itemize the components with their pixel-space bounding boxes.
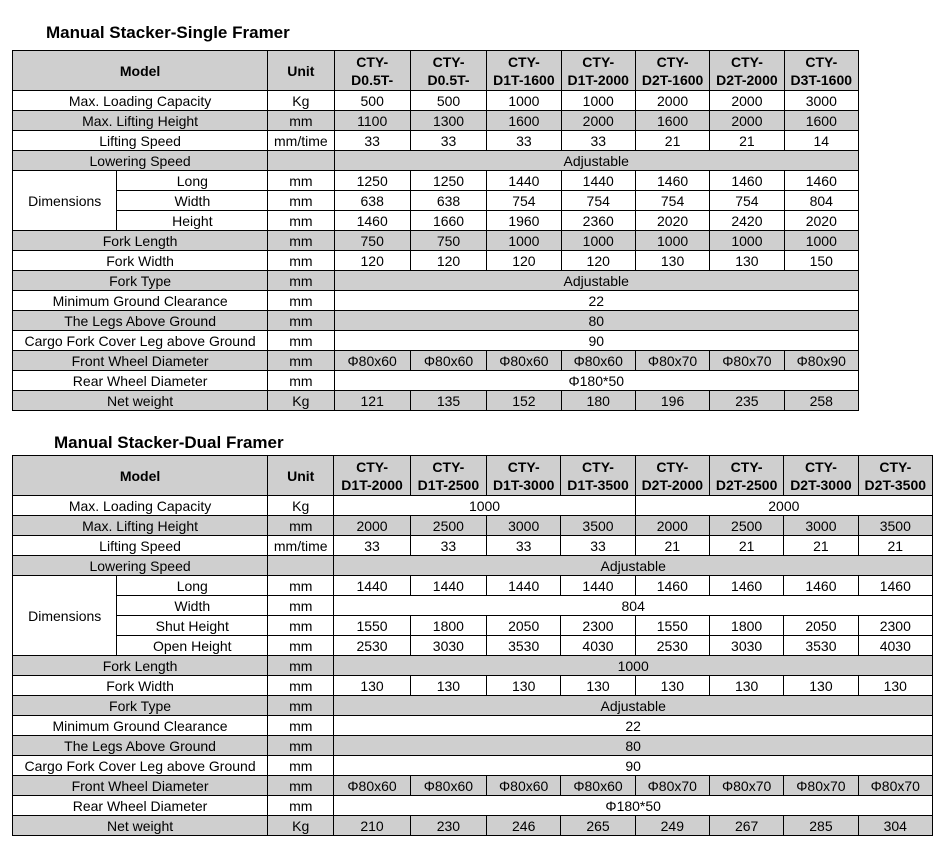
spec-value: Φ80x70 xyxy=(784,776,858,796)
spec-label: Fork Length xyxy=(13,231,268,251)
spec-value: 285 xyxy=(784,816,858,836)
spec-value: 21 xyxy=(784,536,858,556)
spec-label: Minimum Ground Clearance xyxy=(13,291,268,311)
dual-framer-spec-table xyxy=(12,455,933,836)
spec-row xyxy=(13,91,859,111)
spec-value: Φ180*50 xyxy=(334,371,859,391)
spec-value: 750 xyxy=(334,231,410,251)
spec-value: 1800 xyxy=(410,616,486,636)
spec-value: 1600 xyxy=(784,111,858,131)
model-name: CTY- D1T-2000 xyxy=(334,456,410,496)
spec-value: 21 xyxy=(858,536,932,556)
spec-unit: mm xyxy=(268,191,334,211)
spec-value: 1100 xyxy=(334,111,410,131)
spec-value: 130 xyxy=(710,251,784,271)
spec-value: 1460 xyxy=(334,211,410,231)
spec-unit: mm/time xyxy=(268,536,334,556)
spec-label: Net weight xyxy=(13,391,268,411)
spec-value: 2300 xyxy=(858,616,932,636)
spec-value: Adjustable xyxy=(334,556,933,576)
spec-row xyxy=(13,271,859,291)
spec-value: 638 xyxy=(410,191,486,211)
spec-label: Lifting Speed xyxy=(13,536,268,556)
spec-value: 22 xyxy=(334,716,933,736)
spec-unit: mm xyxy=(268,516,334,536)
spec-unit: mm xyxy=(268,616,334,636)
spec-label: Lowering Speed xyxy=(13,556,268,576)
spec-value: 90 xyxy=(334,756,933,776)
spec-row xyxy=(13,636,933,656)
spec-value: 90 xyxy=(334,331,859,351)
single-framer-title: Manual Stacker-Single Framer xyxy=(46,23,290,42)
spec-label: Max. Lifting Height xyxy=(13,111,268,131)
spec-unit xyxy=(268,151,334,171)
spec-value: 130 xyxy=(635,676,709,696)
model-name: CTY- D2T-2000 xyxy=(635,456,709,496)
spec-value: 2360 xyxy=(561,211,635,231)
model-name: CTY- D2T-2500 xyxy=(709,456,783,496)
spec-label: Max. Loading Capacity xyxy=(13,91,268,111)
spec-row xyxy=(13,111,859,131)
spec-row xyxy=(13,516,933,536)
spec-value: 130 xyxy=(561,676,635,696)
unit-header: Unit xyxy=(268,456,334,496)
spec-row xyxy=(13,796,933,816)
spec-value: 130 xyxy=(784,676,858,696)
spec-row xyxy=(13,331,859,351)
spec-value: 2530 xyxy=(334,636,410,656)
spec-value: Adjustable xyxy=(334,696,933,716)
spec-row xyxy=(13,536,933,556)
spec-unit: mm xyxy=(268,251,334,271)
spec-value: 235 xyxy=(710,391,784,411)
spec-label: Front Wheel Diameter xyxy=(13,776,268,796)
spec-value: 80 xyxy=(334,736,933,756)
spec-row xyxy=(13,371,859,391)
spec-unit: mm xyxy=(268,796,334,816)
spec-value: 210 xyxy=(334,816,410,836)
spec-value: 1550 xyxy=(334,616,410,636)
spec-value: 1440 xyxy=(561,171,635,191)
spec-value: 1000 xyxy=(635,231,709,251)
spec-value: 1000 xyxy=(784,231,858,251)
spec-value: 750 xyxy=(410,231,486,251)
single-framer-spec-table xyxy=(12,50,859,411)
spec-value: 1550 xyxy=(635,616,709,636)
spec-unit: mm xyxy=(268,111,334,131)
model-name: CTY- D2T-3000 xyxy=(784,456,858,496)
model-name: CTY- D1T-2000 xyxy=(561,51,635,91)
spec-unit: mm xyxy=(268,371,334,391)
spec-label: Minimum Ground Clearance xyxy=(13,716,268,736)
spec-value: 33 xyxy=(487,131,561,151)
spec-value: 1460 xyxy=(710,171,784,191)
dimensions-label: Dimensions xyxy=(13,576,117,656)
spec-value: 2530 xyxy=(635,636,709,656)
spec-value: 304 xyxy=(858,816,932,836)
spec-value: Φ80x60 xyxy=(487,776,561,796)
spec-value: Φ80x90 xyxy=(784,351,858,371)
spec-value: 2420 xyxy=(710,211,784,231)
spec-unit: mm xyxy=(268,311,334,331)
spec-value: 1000 xyxy=(487,231,561,251)
spec-value: 1000 xyxy=(334,656,933,676)
spec-unit xyxy=(268,556,334,576)
spec-unit: mm xyxy=(268,211,334,231)
spec-unit: mm xyxy=(268,576,334,596)
spec-row xyxy=(13,191,859,211)
spec-row xyxy=(13,171,859,191)
spec-value: 754 xyxy=(635,191,709,211)
spec-row xyxy=(13,596,933,616)
spec-value: 3030 xyxy=(709,636,783,656)
spec-value: 267 xyxy=(709,816,783,836)
spec-label: Lifting Speed xyxy=(13,131,268,151)
spec-value: 2000 xyxy=(710,111,784,131)
model-name: CTY- D2T-2000 xyxy=(710,51,784,91)
dimension-label: Width xyxy=(117,596,268,616)
spec-value: 1440 xyxy=(410,576,486,596)
spec-value: 152 xyxy=(487,391,561,411)
dimensions-label: Dimensions xyxy=(13,171,117,231)
spec-row xyxy=(13,716,933,736)
spec-value: 638 xyxy=(334,191,410,211)
model-name: CTY- D1T-3000 xyxy=(487,456,561,496)
spec-value: 33 xyxy=(561,536,635,556)
spec-row xyxy=(13,576,933,596)
model-name: CTY- D2T-1600 xyxy=(635,51,709,91)
spec-value: 1300 xyxy=(410,111,486,131)
spec-value: 3530 xyxy=(784,636,858,656)
spec-row xyxy=(13,131,859,151)
spec-unit: Kg xyxy=(268,816,334,836)
spec-value: Adjustable xyxy=(334,151,859,171)
spec-value: 120 xyxy=(334,251,410,271)
spec-value: 1000 xyxy=(710,231,784,251)
spec-value: 1000 xyxy=(561,231,635,251)
spec-value: 120 xyxy=(561,251,635,271)
spec-value: 33 xyxy=(561,131,635,151)
spec-value: 180 xyxy=(561,391,635,411)
spec-unit: mm xyxy=(268,636,334,656)
spec-value: 130 xyxy=(410,676,486,696)
model-name: CTY- D1T-2500 xyxy=(410,456,486,496)
spec-value: 121 xyxy=(334,391,410,411)
spec-value: Φ80x70 xyxy=(635,351,709,371)
spec-unit: mm xyxy=(268,291,334,311)
spec-value: 22 xyxy=(334,291,859,311)
spec-unit: mm xyxy=(268,596,334,616)
spec-value: 265 xyxy=(561,816,635,836)
spec-row xyxy=(13,756,933,776)
spec-value: 246 xyxy=(487,816,561,836)
spec-value: Φ180*50 xyxy=(334,796,933,816)
spec-value: 130 xyxy=(487,676,561,696)
spec-value: 196 xyxy=(635,391,709,411)
spec-value: Adjustable xyxy=(334,271,859,291)
spec-value: 1460 xyxy=(635,171,709,191)
spec-value: 130 xyxy=(635,251,709,271)
spec-value: 1460 xyxy=(784,171,858,191)
spec-value: 804 xyxy=(334,596,933,616)
spec-row xyxy=(13,291,859,311)
spec-label: Cargo Fork Cover Leg above Ground xyxy=(13,331,268,351)
spec-value: 130 xyxy=(709,676,783,696)
spec-value: 1250 xyxy=(334,171,410,191)
spec-label: The Legs Above Ground xyxy=(13,736,268,756)
header-row xyxy=(13,456,933,496)
header-row xyxy=(13,51,859,91)
spec-value: 135 xyxy=(410,391,486,411)
spec-value: Φ80x60 xyxy=(487,351,561,371)
spec-value: 130 xyxy=(334,676,410,696)
spec-label: Fork Type xyxy=(13,271,268,291)
model-name: CTY- D1T-1600 xyxy=(487,51,561,91)
spec-unit: Kg xyxy=(268,91,334,111)
spec-value: 3530 xyxy=(487,636,561,656)
spec-value: 2000 xyxy=(334,516,410,536)
spec-label: Net weight xyxy=(13,816,268,836)
spec-value: 1440 xyxy=(487,171,561,191)
spec-row xyxy=(13,816,933,836)
spec-value: Φ80x60 xyxy=(410,776,486,796)
spec-unit: mm xyxy=(268,676,334,696)
spec-value: 1000 xyxy=(334,496,635,516)
spec-label: Fork Width xyxy=(13,251,268,271)
dimension-label: Height xyxy=(117,211,268,231)
spec-value: Φ80x60 xyxy=(334,351,410,371)
spec-row xyxy=(13,151,859,171)
spec-value: 2000 xyxy=(635,516,709,536)
spec-label: Rear Wheel Diameter xyxy=(13,371,268,391)
spec-value: 1440 xyxy=(487,576,561,596)
unit-header: Unit xyxy=(268,51,334,91)
spec-row xyxy=(13,251,859,271)
spec-value: 21 xyxy=(709,536,783,556)
spec-value: 33 xyxy=(487,536,561,556)
spec-value: 1460 xyxy=(784,576,858,596)
spec-label: Fork Type xyxy=(13,696,268,716)
spec-value: 3030 xyxy=(410,636,486,656)
spec-value: 2000 xyxy=(635,91,709,111)
spec-row xyxy=(13,696,933,716)
spec-unit: mm xyxy=(268,351,334,371)
spec-value: 2000 xyxy=(710,91,784,111)
spec-value: 1460 xyxy=(709,576,783,596)
spec-value: 2300 xyxy=(561,616,635,636)
dual-framer-title: Manual Stacker-Dual Framer xyxy=(54,433,284,452)
spec-unit: mm/time xyxy=(268,131,334,151)
model-header: Model xyxy=(13,456,268,496)
spec-value: Φ80x70 xyxy=(635,776,709,796)
spec-row xyxy=(13,736,933,756)
spec-row xyxy=(13,556,933,576)
spec-value: 1600 xyxy=(487,111,561,131)
spec-row xyxy=(13,231,859,251)
dimension-label: Width xyxy=(117,191,268,211)
model-name: CTY- D0.5T- xyxy=(410,51,486,91)
spec-value: Φ80x70 xyxy=(858,776,932,796)
spec-value: 2020 xyxy=(784,211,858,231)
spec-value: 3500 xyxy=(561,516,635,536)
spec-value: 1600 xyxy=(635,111,709,131)
spec-row xyxy=(13,211,859,231)
spec-value: 1250 xyxy=(410,171,486,191)
spec-value: 21 xyxy=(635,131,709,151)
spec-value: 33 xyxy=(410,131,486,151)
spec-value: 1440 xyxy=(334,576,410,596)
dimension-label: Shut Height xyxy=(117,616,268,636)
spec-unit: mm xyxy=(268,656,334,676)
spec-unit: mm xyxy=(268,716,334,736)
spec-row xyxy=(13,776,933,796)
spec-value: 1000 xyxy=(487,91,561,111)
spec-value: 2020 xyxy=(635,211,709,231)
spec-value: Φ80x70 xyxy=(710,351,784,371)
spec-value: 150 xyxy=(784,251,858,271)
spec-value: 500 xyxy=(410,91,486,111)
spec-unit: mm xyxy=(268,271,334,291)
spec-value: 4030 xyxy=(561,636,635,656)
spec-unit: Kg xyxy=(268,391,334,411)
spec-label: Fork Width xyxy=(13,676,268,696)
spec-value: 1000 xyxy=(561,91,635,111)
spec-value: 1660 xyxy=(410,211,486,231)
spec-value: 130 xyxy=(858,676,932,696)
dimension-label: Open Height xyxy=(117,636,268,656)
spec-value: 754 xyxy=(487,191,561,211)
spec-value: 2050 xyxy=(784,616,858,636)
spec-value: 3500 xyxy=(858,516,932,536)
spec-unit: Kg xyxy=(268,496,334,516)
spec-row xyxy=(13,676,933,696)
spec-value: 754 xyxy=(561,191,635,211)
spec-row xyxy=(13,391,859,411)
spec-value: 2500 xyxy=(410,516,486,536)
spec-value: 33 xyxy=(334,131,410,151)
spec-value: Φ80x60 xyxy=(561,351,635,371)
spec-value: 14 xyxy=(784,131,858,151)
spec-value: 258 xyxy=(784,391,858,411)
spec-label: Max. Lifting Height xyxy=(13,516,268,536)
spec-row xyxy=(13,351,859,371)
spec-value: 2500 xyxy=(709,516,783,536)
spec-value: Φ80x70 xyxy=(709,776,783,796)
spec-value: 804 xyxy=(784,191,858,211)
model-name: CTY- D1T-3500 xyxy=(561,456,635,496)
model-name: CTY- D3T-1600 xyxy=(784,51,858,91)
spec-unit: mm xyxy=(268,171,334,191)
spec-label: Fork Length xyxy=(13,656,268,676)
spec-label: Lowering Speed xyxy=(13,151,268,171)
spec-value: 2000 xyxy=(635,496,932,516)
spec-row xyxy=(13,311,859,331)
spec-unit: mm xyxy=(268,231,334,251)
spec-unit: mm xyxy=(268,776,334,796)
spec-value: 21 xyxy=(710,131,784,151)
dimension-label: Long xyxy=(117,576,268,596)
spec-value: 1460 xyxy=(635,576,709,596)
spec-value: Φ80x60 xyxy=(334,776,410,796)
spec-value: 2050 xyxy=(487,616,561,636)
spec-value: 500 xyxy=(334,91,410,111)
spec-value: 230 xyxy=(410,816,486,836)
spec-value: 1460 xyxy=(858,576,932,596)
spec-value: 3000 xyxy=(784,91,858,111)
model-header: Model xyxy=(13,51,268,91)
spec-label: Front Wheel Diameter xyxy=(13,351,268,371)
model-name: CTY- D0.5T- xyxy=(334,51,410,91)
spec-value: 80 xyxy=(334,311,859,331)
spec-value: 33 xyxy=(410,536,486,556)
spec-value: 21 xyxy=(635,536,709,556)
spec-label: The Legs Above Ground xyxy=(13,311,268,331)
spec-unit: mm xyxy=(268,736,334,756)
spec-value: 120 xyxy=(487,251,561,271)
spec-label: Rear Wheel Diameter xyxy=(13,796,268,816)
spec-row xyxy=(13,496,933,516)
spec-value: 3000 xyxy=(487,516,561,536)
spec-label: Cargo Fork Cover Leg above Ground xyxy=(13,756,268,776)
spec-unit: mm xyxy=(268,696,334,716)
model-name: CTY- D2T-3500 xyxy=(858,456,932,496)
spec-value: 2000 xyxy=(561,111,635,131)
spec-row xyxy=(13,616,933,636)
spec-value: 249 xyxy=(635,816,709,836)
spec-label: Max. Loading Capacity xyxy=(13,496,268,516)
spec-value: Φ80x60 xyxy=(410,351,486,371)
spec-value: 1440 xyxy=(561,576,635,596)
spec-value: 33 xyxy=(334,536,410,556)
spec-value: 754 xyxy=(710,191,784,211)
dimension-label: Long xyxy=(117,171,268,191)
spec-unit: mm xyxy=(268,331,334,351)
spec-value: 1800 xyxy=(709,616,783,636)
spec-value: Φ80x60 xyxy=(561,776,635,796)
spec-row xyxy=(13,656,933,676)
spec-value: 120 xyxy=(410,251,486,271)
spec-value: 3000 xyxy=(784,516,858,536)
spec-value: 4030 xyxy=(858,636,932,656)
spec-value: 1960 xyxy=(487,211,561,231)
spec-unit: mm xyxy=(268,756,334,776)
